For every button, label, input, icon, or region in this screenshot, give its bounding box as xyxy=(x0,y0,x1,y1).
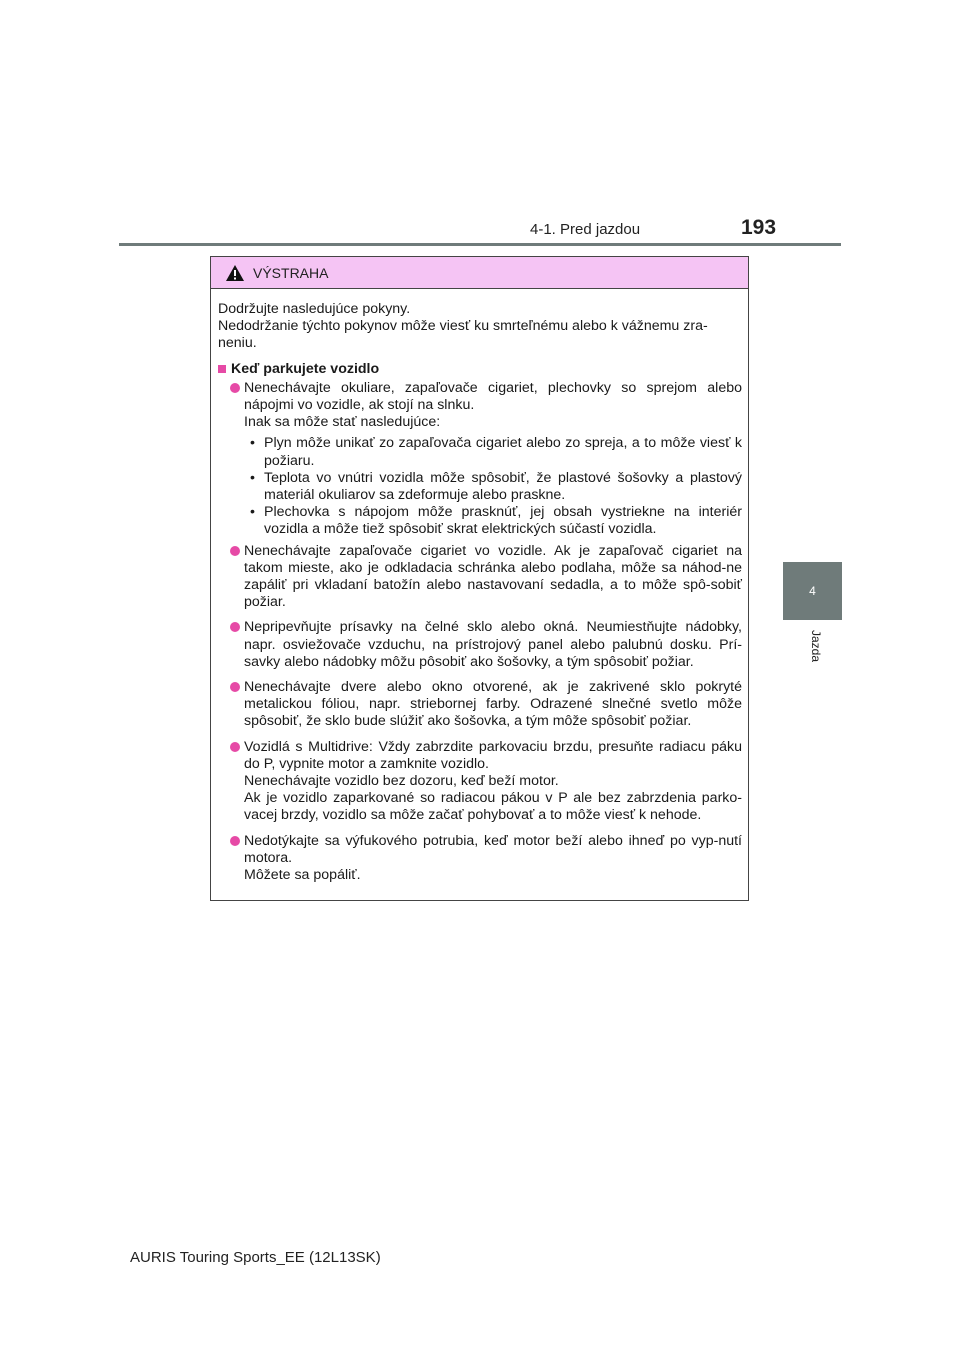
item-line: Nenechávajte dvere alebo okno otvorené, ak je zakrivené sklo pokryté metalickou fóliou, napr. striebornej farby. Odrazené slnečné svetlo môže spôsobiť, že sklo bude slúžiť ako šošovka, a tým môže spôsobiť požiar. xyxy=(244,679,742,730)
header-divider xyxy=(119,243,841,246)
item-line: Inak sa môže stať nasledujúce: xyxy=(244,414,441,431)
intro-line: Dodržujte nasledujúce pokyny. xyxy=(218,301,411,317)
item-line: Ak je vozidlo zaparkované so radiacou pákou v P ale bez zabrzdenia parko-vacej brzdy, vozidlo sa môže začať pohybovať a to môže viesť k nehode. xyxy=(244,790,742,824)
item-line: Môžete sa popáliť. xyxy=(244,867,361,884)
sub-item xyxy=(250,435,742,469)
list-item xyxy=(218,619,742,671)
circle-bullet-icon xyxy=(230,682,240,692)
list-item xyxy=(218,679,742,731)
sub-item xyxy=(250,504,742,538)
chapter-label: Jazda xyxy=(809,630,823,663)
sub-list xyxy=(250,435,742,538)
warning-intro xyxy=(218,301,742,353)
section-heading xyxy=(218,361,742,378)
warning-triangle-icon xyxy=(225,264,245,282)
item-line: Nepripevňujte prísavky na čelné sklo alebo okná. Neumiestňujte nádobky, napr. osviežovače vzduchu, na prístrojový panel alebo palubnú dosku. Prí-savky alebo nádobky môžu pôsobiť ako šošovky, a tým spôsobiť požiar. xyxy=(244,619,742,670)
sub-bullet-icon: • xyxy=(250,435,255,452)
warning-body xyxy=(211,289,748,884)
sub-item-text: Plechovka s nápojom môže prasknúť, jej obsah vystriekne na interiér vozidla a môže tiež spôsobiť skrat elektrických súčastí vozidla. xyxy=(264,504,742,538)
square-bullet-icon xyxy=(218,365,226,373)
sub-bullet-icon: • xyxy=(250,504,255,521)
circle-bullet-icon xyxy=(230,836,240,846)
circle-bullet-icon xyxy=(230,742,240,752)
list-item xyxy=(218,543,742,612)
list-item xyxy=(218,833,742,885)
sub-item xyxy=(250,470,742,504)
item-line: Nenechávajte vozidlo bez dozoru, keď beží motor. xyxy=(244,773,559,790)
page-footer: AURIS Touring Sports_EE (12L13SK) xyxy=(130,1249,381,1266)
item-line: Nenechávajte okuliare, zapaľovače cigariet, plechovky so sprejom alebo nápojmi vo vozidle, ak stojí na slnku. xyxy=(244,379,742,414)
circle-bullet-icon xyxy=(230,546,240,556)
intro-line: Nedodržanie týchto pokynov môže viesť ku smrteľnému alebo k vážnemu zra-neniu. xyxy=(218,318,708,352)
warning-header xyxy=(211,257,748,289)
sub-bullet-icon: • xyxy=(250,469,255,486)
item-line: Nenechávajte zapaľovače cigariet vo vozidle. Ak je zapaľovač cigariet na takom mieste, ako je odkladacia schránka alebo podlaha, môže sa náhod-ne zapáliť pri vkladaní batožín alebo nastavovaní sedadla, a to môže spô-sobiť požiar. xyxy=(244,542,742,611)
chapter-tab[interactable] xyxy=(783,562,842,620)
warning-title: VÝSTRAHA xyxy=(253,264,329,281)
circle-bullet-icon xyxy=(230,383,240,393)
circle-bullet-icon xyxy=(230,622,240,632)
sub-item-text: Plyn môže unikať zo zapaľovača cigariet alebo zo spreja, a to môže viesť k požiaru. xyxy=(264,435,742,469)
page-number: 193 xyxy=(741,216,777,239)
item-line: Vozidlá s Multidrive: Vždy zabrzdite parkovaciu brzdu, presuňte radiacu páku do P, vypnite motor a zamknite vozidlo. xyxy=(244,738,742,772)
sub-item-text: Teplota vo vnútri vozidla môže spôsobiť, že plastové šošovky a plastový materiál okuliarov sa zdeformuje alebo praskne. xyxy=(264,469,742,504)
warning-box xyxy=(210,256,749,901)
list-item xyxy=(218,739,742,825)
section-heading-text: Keď parkujete vozidlo xyxy=(231,360,380,377)
item-line: Nedotýkajte sa výfukového potrubia, keď motor beží alebo ihneď po vyp-nutí motora. xyxy=(244,832,742,866)
list-item xyxy=(218,380,742,432)
section-title: 4-1. Pred jazdou xyxy=(530,221,641,238)
chapter-number: 4 xyxy=(809,584,816,598)
